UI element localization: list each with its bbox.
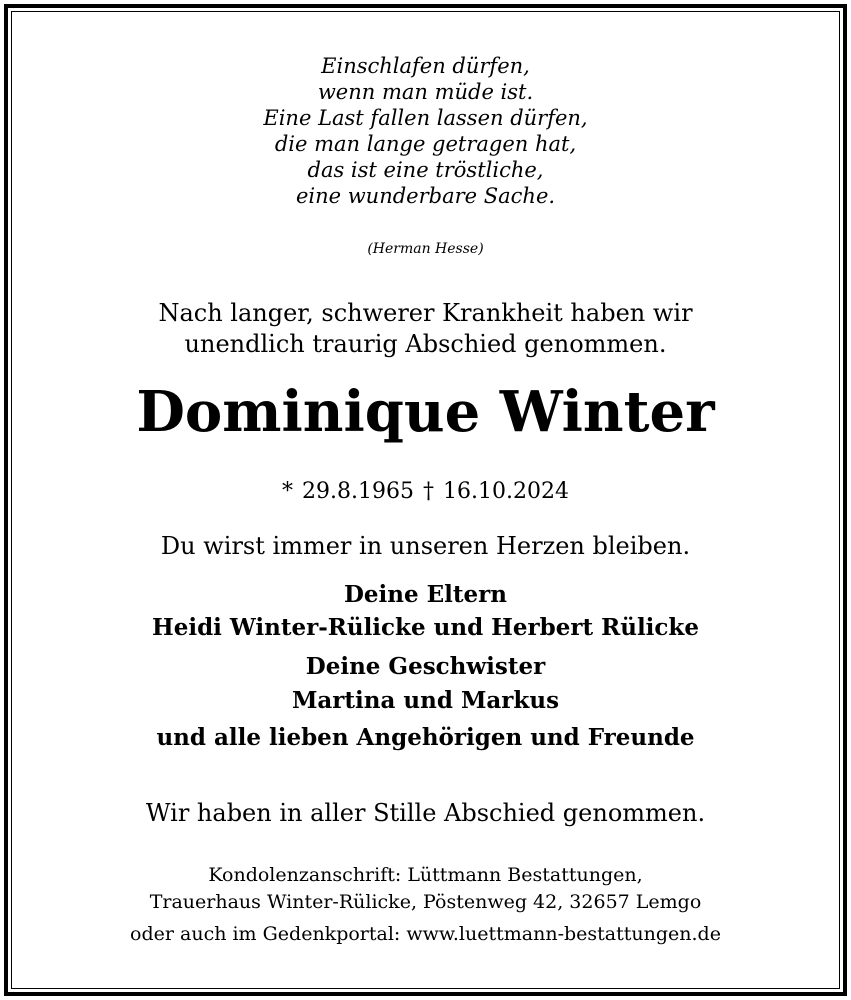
condolence-line: oder auch im Gedenkportal: www.luettmann-bestattungen.de xyxy=(130,923,721,945)
mourner-line: Deine Eltern xyxy=(343,581,508,608)
poem-line: die man lange getragen hat, xyxy=(274,132,577,156)
poem-line: das ist eine tröstliche, xyxy=(307,158,544,182)
mourner-line: und alle lieben Angehörigen und Freunde xyxy=(156,724,695,751)
mourner-line: Martina und Markus xyxy=(291,687,560,714)
intro-line: Nach langer, schwerer Krankheit haben wir xyxy=(158,299,693,327)
poem-line: Einschlafen dürfen, xyxy=(321,54,530,78)
poem-line: eine wunderbare Sache. xyxy=(295,184,556,208)
poem-line: wenn man müde ist. xyxy=(317,80,534,104)
mourner-line: Heidi Winter-Rülicke und Herbert Rülicke xyxy=(152,614,699,641)
deceased-name: Dominique Winter xyxy=(136,379,715,445)
mourner-line: Deine Geschwister xyxy=(305,653,546,680)
condolence-line: Trauerhaus Winter-Rülicke, Pöstenweg 42, 32657 Lemgo xyxy=(149,891,702,913)
silence-note: Wir haben in aller Stille Abschied genommen. xyxy=(145,799,706,827)
intro-line: unendlich traurig Abschied genommen. xyxy=(184,330,667,358)
poem-line: Eine Last fallen lassen dürfen, xyxy=(263,106,588,130)
life-dates: * 29.8.1965 † 16.10.2024 xyxy=(282,479,569,504)
poem-author: (Herman Hesse) xyxy=(367,241,484,257)
farewell-line: Du wirst immer in unseren Herzen bleiben. xyxy=(160,532,691,560)
condolence-line: Kondolenzanschrift: Lüttmann Bestattungen, xyxy=(208,864,643,886)
